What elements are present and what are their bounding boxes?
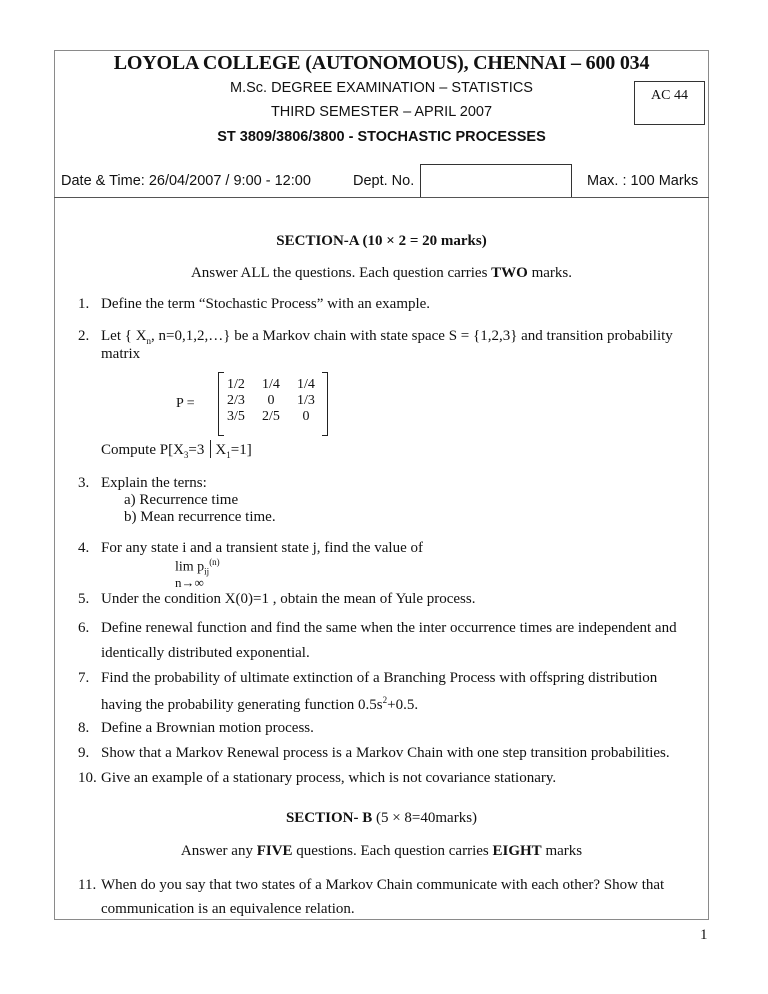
instruction-text: marks [541, 843, 583, 859]
section-a-instruction [54, 265, 709, 282]
conditional-bar [210, 440, 211, 458]
date-time: Date & Time: 26/04/2007 / 9:00 - 12:00 [61, 173, 311, 189]
matrix-cell: 0 [267, 393, 275, 408]
question-text-cont: identically distributed exponential. [101, 645, 310, 661]
text: lim p [175, 559, 205, 575]
subscript: n [146, 336, 152, 346]
question-text: Show that a Markov Renewal process is a Markov Chain with one step transition probabilities. [101, 745, 670, 761]
subscript: ij [204, 566, 210, 577]
exam-name: M.Sc. DEGREE EXAMINATION – STATISTICS [230, 80, 533, 96]
instruction-emphasis: FIVE [256, 843, 293, 859]
matrix-cell: 0 [302, 409, 310, 424]
matrix-cell: 1/4 [297, 377, 315, 392]
superscript: 2 [382, 695, 388, 705]
question-number: 9. [78, 745, 90, 761]
limit-subscript: n→∞ [175, 575, 204, 590]
question-text-cont: matrix [101, 346, 141, 362]
instruction-text: Answer ALL the questions. Each question carries [190, 265, 492, 281]
question-number: 8. [78, 720, 90, 736]
question-text: When do you say that two states of a Markov Chain communicate with each other? Show that [101, 877, 665, 893]
question-number: 4. [78, 540, 90, 556]
section-b-title: SECTION- B [285, 810, 373, 826]
question-number: 10. [78, 770, 97, 786]
subscript: 1 [226, 450, 231, 460]
question-number: 2. [78, 328, 90, 344]
question-text [101, 328, 673, 346]
limit-expression [175, 557, 220, 576]
text: having the probability generating function 0.5s [101, 697, 383, 713]
matrix-cell: 2/5 [262, 409, 280, 424]
code-box: AC 44 [634, 81, 705, 125]
question-text: Define renewal function and find the same when the inter occurrence times are independent and [101, 620, 677, 636]
compute-expression [101, 440, 252, 460]
text: , n=0,1,2,…} be a Markov chain with state space S = {1,2,3} and transition probability [151, 328, 673, 344]
matrix-cell: 1/2 [227, 377, 245, 392]
matrix-cell: 3/5 [227, 409, 245, 424]
max-marks: Max. : 100 Marks [587, 173, 699, 189]
section-b-marks: (5 × 8=40marks) [372, 810, 478, 826]
question-number: 3. [78, 475, 90, 491]
question-text: For any state i and a transient state j, find the value of [101, 540, 423, 556]
instruction-text: marks. [527, 265, 573, 281]
matrix-cell: 2/3 [227, 393, 245, 408]
question-number: 7. [78, 670, 90, 686]
text: =3 [188, 442, 205, 458]
page-number: 1 [700, 927, 708, 943]
question-number: 5. [78, 591, 90, 607]
question-text-cont [101, 695, 418, 714]
question-text-cont: communication is an equivalence relation. [101, 901, 355, 917]
semester: THIRD SEMESTER – APRIL 2007 [270, 104, 493, 120]
instruction-emphasis: EIGHT [492, 843, 542, 859]
question-text: Define a Brownian motion process. [101, 720, 314, 736]
dept-no-label: Dept. No. [353, 173, 415, 189]
matrix-label: P = [176, 396, 195, 411]
section-b-heading [54, 810, 709, 827]
question-text: Give an example of a stationary process, which is not covariance stationary. [101, 770, 557, 786]
question-text: Find the probability of ultimate extinction of a Branching Process with offspring distribution [101, 670, 658, 686]
sub-item: b) Mean recurrence time. [124, 509, 276, 525]
text: X [215, 442, 227, 458]
question-text: Define the term “Stochastic Process” with an example. [101, 296, 431, 312]
instruction-emphasis: TWO [491, 265, 528, 281]
subscript: 3 [183, 450, 189, 460]
sub-item: a) Recurrence time [124, 492, 239, 508]
instruction-text: questions. Each question carries [292, 843, 493, 859]
course-title: ST 3809/3806/3800 - STOCHASTIC PROCESSES [217, 129, 546, 145]
superscript: (n) [209, 557, 220, 567]
section-a-heading: SECTION-A (10 × 2 = 20 marks) [276, 233, 487, 249]
question-text: Explain the terns: [101, 475, 207, 491]
text: +0.5. [387, 697, 419, 713]
header-divider [54, 197, 709, 198]
question-text: Under the condition X(0)=1 , obtain the mean of Yule process. [101, 591, 476, 607]
question-number: 11. [78, 877, 97, 893]
text: Let { X [101, 328, 147, 344]
matrix-cell: 1/4 [262, 377, 280, 392]
question-number: 6. [78, 620, 90, 636]
question-number: 1. [78, 296, 90, 312]
institution-title: LOYOLA COLLEGE (AUTONOMOUS), CHENNAI – 600 034 [113, 52, 650, 74]
matrix-cell: 1/3 [297, 393, 315, 408]
text: Compute P[X [101, 442, 184, 458]
text: =1] [230, 442, 252, 458]
section-b-instruction [54, 843, 709, 860]
dept-no-field[interactable] [420, 164, 572, 198]
instruction-text: Answer any [180, 843, 257, 859]
